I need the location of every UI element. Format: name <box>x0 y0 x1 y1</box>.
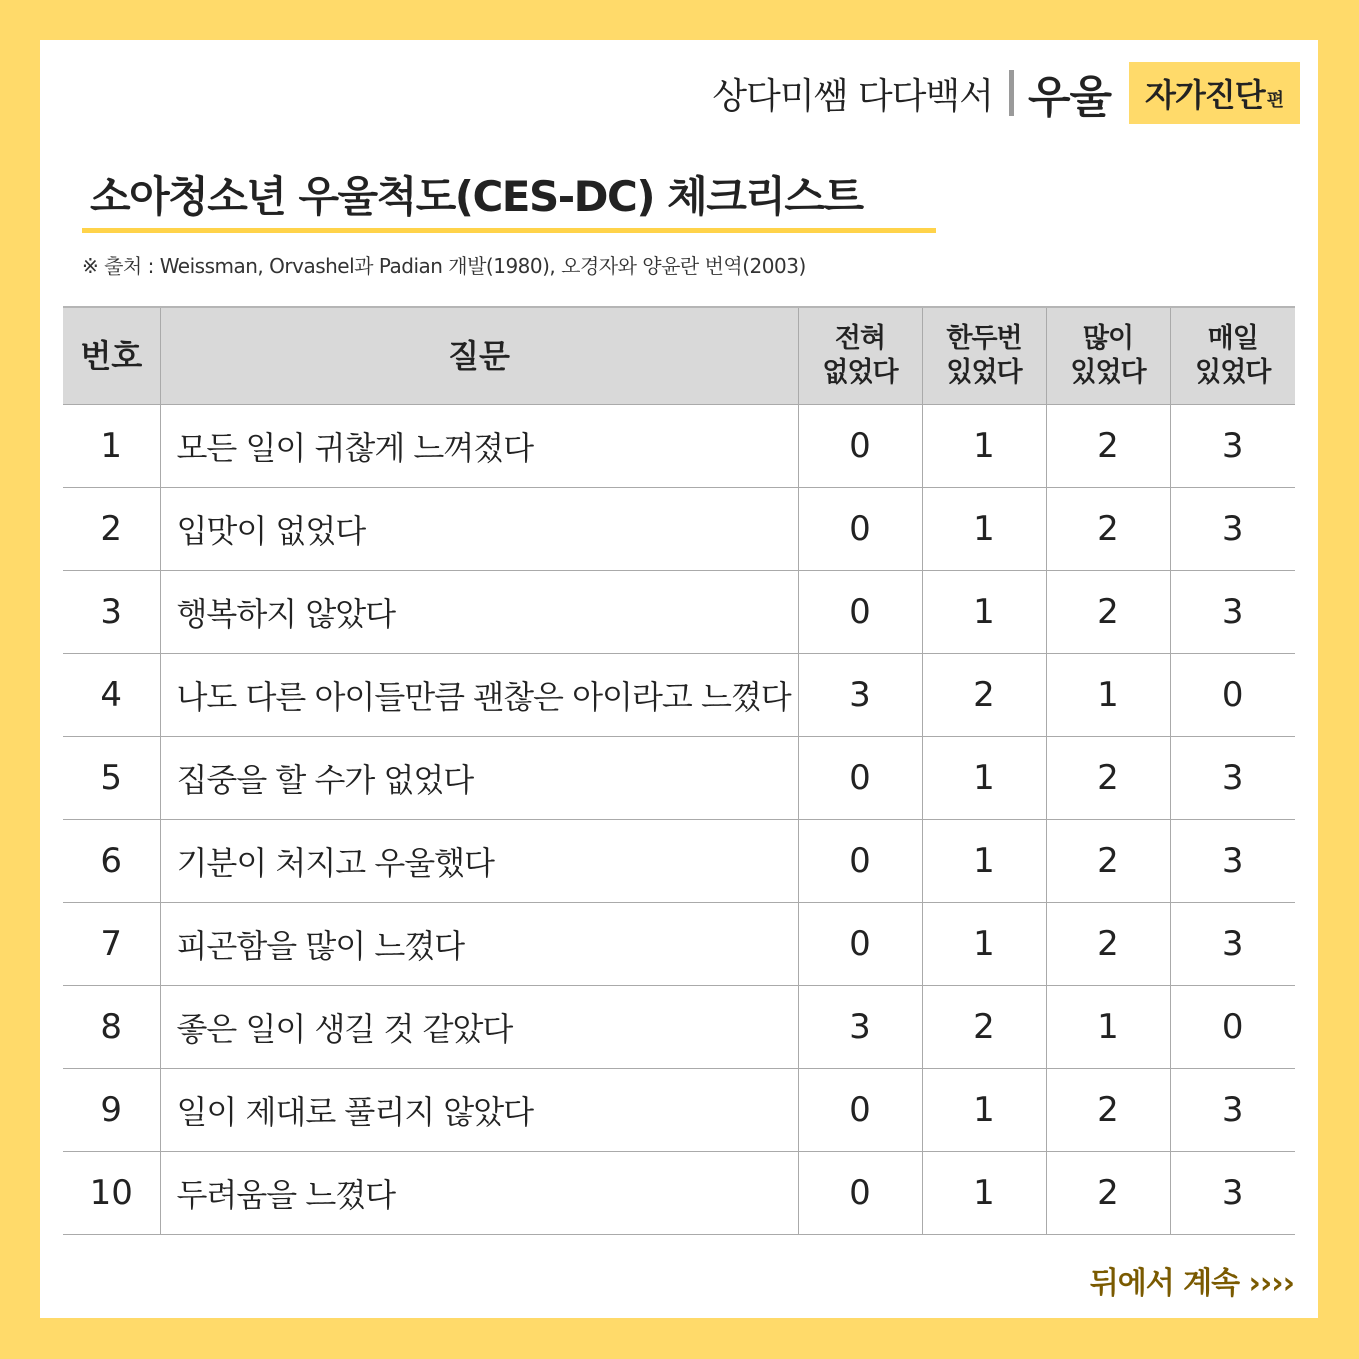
row-number: 3 <box>63 571 160 654</box>
source-note: ※ 출처 : Weissman, Orvashel과 Padian 개발(1980), 오경자와 양윤란 번역(2003) <box>82 254 806 278</box>
series-brand: 상다미쌤 다다백서 <box>712 75 993 117</box>
header-question: 질문 <box>160 307 798 405</box>
series-topic: 우울 <box>1027 72 1111 123</box>
header-option-daily-line1: 매일 <box>1207 323 1258 355</box>
series-header <box>712 62 1300 124</box>
content-card <box>40 40 1318 1318</box>
header-option-daily <box>1170 307 1295 405</box>
row-number: 9 <box>63 1069 160 1152</box>
header-option-never-line1: 전혀 <box>834 323 886 355</box>
table-row <box>63 405 1295 488</box>
continue-link[interactable]: 뒤에서 계속 ›››› <box>1089 1266 1294 1301</box>
score-never: 0 <box>798 737 922 820</box>
score-daily: 3 <box>1170 571 1295 654</box>
score-never: 0 <box>798 903 922 986</box>
row-number: 10 <box>63 1152 160 1235</box>
row-question: 기분이 처지고 우울했다 <box>160 820 798 903</box>
score-once: 2 <box>922 986 1046 1069</box>
title-underline <box>82 228 936 233</box>
row-number: 8 <box>63 986 160 1069</box>
header-option-once-line2: 있었다 <box>946 357 1022 388</box>
score-never: 0 <box>798 820 922 903</box>
score-often: 2 <box>1046 1069 1170 1152</box>
score-never: 0 <box>798 571 922 654</box>
score-once: 1 <box>922 571 1046 654</box>
row-question: 행복하지 않았다 <box>160 571 798 654</box>
row-number: 6 <box>63 820 160 903</box>
score-often: 1 <box>1046 986 1170 1069</box>
score-once: 1 <box>922 737 1046 820</box>
score-once: 1 <box>922 820 1046 903</box>
table-row <box>63 737 1295 820</box>
row-number: 2 <box>63 488 160 571</box>
row-question: 집중을 할 수가 없었다 <box>160 737 798 820</box>
header-option-never-line2: 없었다 <box>822 357 898 388</box>
row-question: 나도 다른 아이들만큼 괜찮은 아이라고 느꼈다 <box>160 654 798 737</box>
score-daily: 3 <box>1170 820 1295 903</box>
score-often: 2 <box>1046 903 1170 986</box>
score-daily: 0 <box>1170 654 1295 737</box>
row-number: 7 <box>63 903 160 986</box>
table-header-row <box>63 307 1295 405</box>
score-never: 3 <box>798 654 922 737</box>
table-row <box>63 903 1295 986</box>
series-tag <box>1129 62 1300 124</box>
row-number: 4 <box>63 654 160 737</box>
table-row <box>63 571 1295 654</box>
table-row <box>63 1069 1295 1152</box>
table-row <box>63 820 1295 903</box>
score-once: 1 <box>922 903 1046 986</box>
score-often: 2 <box>1046 1152 1170 1235</box>
score-once: 1 <box>922 1069 1046 1152</box>
score-never: 0 <box>798 488 922 571</box>
series-tag-sub: 편 <box>1266 90 1284 111</box>
score-often: 2 <box>1046 737 1170 820</box>
header-option-often <box>1046 307 1170 405</box>
table-row <box>63 654 1295 737</box>
score-never: 0 <box>798 405 922 488</box>
header-option-often-line2: 있었다 <box>1070 357 1146 388</box>
score-daily: 3 <box>1170 405 1295 488</box>
score-daily: 3 <box>1170 488 1295 571</box>
row-question: 입맛이 없었다 <box>160 488 798 571</box>
score-never: 0 <box>798 1152 922 1235</box>
score-daily: 3 <box>1170 737 1295 820</box>
header-option-once-line1: 한두번 <box>946 323 1022 355</box>
score-daily: 3 <box>1170 1152 1295 1235</box>
score-daily: 3 <box>1170 903 1295 986</box>
row-question: 두려움을 느꼈다 <box>160 1152 798 1235</box>
score-never: 3 <box>798 986 922 1069</box>
table-row <box>63 488 1295 571</box>
row-question: 모든 일이 귀찮게 느껴졌다 <box>160 405 798 488</box>
row-question: 일이 제대로 풀리지 않았다 <box>160 1069 798 1152</box>
score-once: 2 <box>922 654 1046 737</box>
header-option-once <box>922 307 1046 405</box>
header-option-daily-line2: 있었다 <box>1195 357 1271 388</box>
header-option-often-line1: 많이 <box>1082 323 1134 355</box>
score-often: 2 <box>1046 820 1170 903</box>
table-row <box>63 986 1295 1069</box>
checklist-table <box>63 306 1295 1235</box>
score-once: 1 <box>922 405 1046 488</box>
score-often: 2 <box>1046 571 1170 654</box>
score-once: 1 <box>922 1152 1046 1235</box>
row-question: 피곤함을 많이 느꼈다 <box>160 903 798 986</box>
score-daily: 0 <box>1170 986 1295 1069</box>
table-row <box>63 1152 1295 1235</box>
header-number: 번호 <box>63 307 160 405</box>
score-often: 2 <box>1046 405 1170 488</box>
header-option-never <box>798 307 922 405</box>
score-once: 1 <box>922 488 1046 571</box>
header-divider <box>1009 70 1014 116</box>
row-question: 좋은 일이 생길 것 같았다 <box>160 986 798 1069</box>
score-daily: 3 <box>1170 1069 1295 1152</box>
series-tag-main: 자가진단 <box>1144 76 1265 114</box>
row-number: 5 <box>63 737 160 820</box>
row-number: 1 <box>63 405 160 488</box>
page-title: 소아청소년 우울척도(CES-DC) 체크리스트 <box>90 172 863 221</box>
score-never: 0 <box>798 1069 922 1152</box>
score-often: 2 <box>1046 488 1170 571</box>
score-often: 1 <box>1046 654 1170 737</box>
